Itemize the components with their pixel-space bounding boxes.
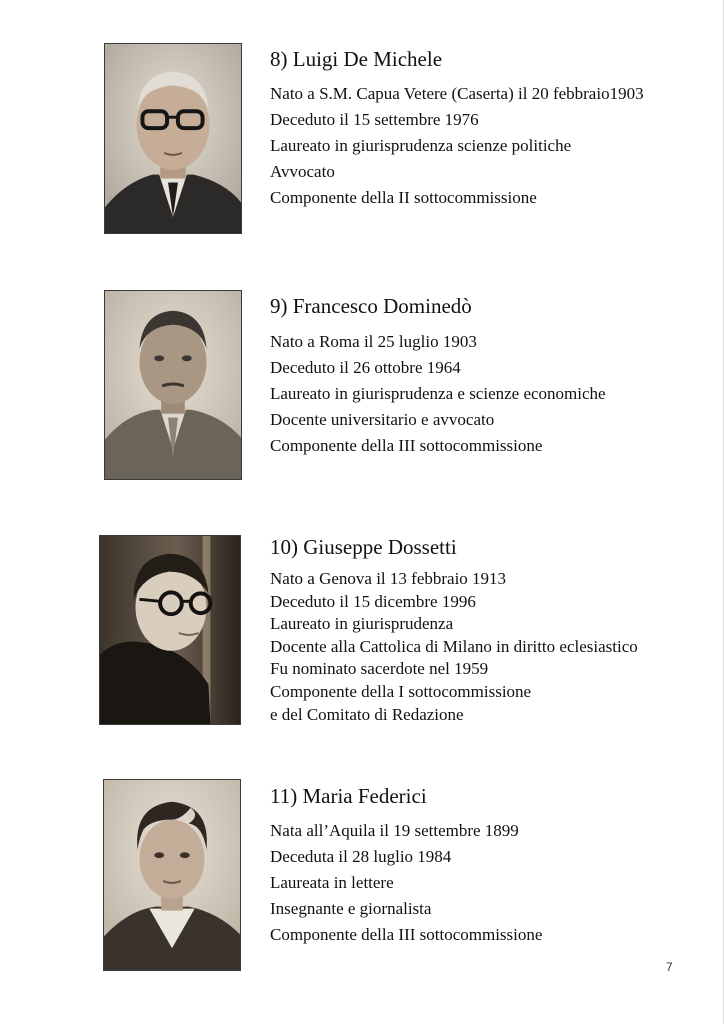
education-line: Laureata in lettere: [270, 873, 394, 892]
biography-details: [270, 81, 644, 211]
entry-heading: [270, 783, 427, 809]
committee-line-continued: e del Comitato di Redazione: [270, 704, 464, 724]
entry-number: 9): [270, 294, 288, 318]
entry-number: 11): [270, 784, 298, 808]
biography-details: [270, 568, 638, 726]
entry-heading: [270, 293, 472, 319]
committee-line: Componente della III sottocommissione: [270, 925, 543, 944]
entry-heading: [270, 46, 442, 72]
portrait-photo: [103, 779, 241, 971]
profession-line: Docente universitario e avvocato: [270, 410, 495, 429]
profession-line: Insegnante e giornalista: [270, 899, 432, 918]
entry-number: 10): [270, 535, 298, 559]
education-line: Laureato in giurisprudenza: [270, 614, 454, 634]
portrait-photo: [104, 290, 242, 480]
death-line: Deceduto il 15 dicembre 1996: [270, 591, 476, 611]
education-line: Laureato in giurisprudenza e scienze economiche: [270, 384, 606, 403]
committee-line: Componente della II sottocommissione: [270, 188, 537, 207]
committee-line: Componente della III sottocommissione: [270, 436, 543, 455]
committee-line: Componente della I sottocommissione: [270, 681, 532, 701]
entry-number: 8): [270, 47, 288, 71]
person-name: Giuseppe Dossetti: [303, 535, 457, 559]
birth-line: Nato a Roma il 25 luglio 1903: [270, 332, 477, 351]
profession-line: Avvocato: [270, 162, 335, 181]
death-line: Deceduta il 28 luglio 1984: [270, 847, 452, 866]
entry-heading: [270, 534, 457, 560]
profession-line: Docente alla Cattolica di Milano in diritto eclesiastico: [270, 636, 638, 656]
page-number: 7: [666, 960, 673, 974]
person-name: Francesco Dominedò: [292, 294, 472, 318]
birth-line: Nato a S.M. Capua Vetere (Caserta) il 20 febbraio1903: [270, 84, 644, 103]
death-line: Deceduto il 26 ottobre 1964: [270, 358, 461, 377]
portrait-photo: [104, 43, 242, 234]
death-line: Deceduto il 15 settembre 1976: [270, 110, 479, 129]
education-line: Laureato in giurisprudenza scienze politiche: [270, 136, 572, 155]
biography-details: [270, 329, 606, 459]
biography-details: [270, 818, 542, 948]
ordination-line: Fu nominato sacerdote nel 1959: [270, 659, 489, 679]
person-name: Maria Federici: [302, 784, 427, 808]
person-name: Luigi De Michele: [292, 47, 443, 71]
birth-line: Nata all’Aquila il 19 settembre 1899: [270, 821, 519, 840]
birth-line: Nato a Genova il 13 febbraio 1913: [270, 569, 507, 588]
portrait-photo: [99, 535, 241, 725]
